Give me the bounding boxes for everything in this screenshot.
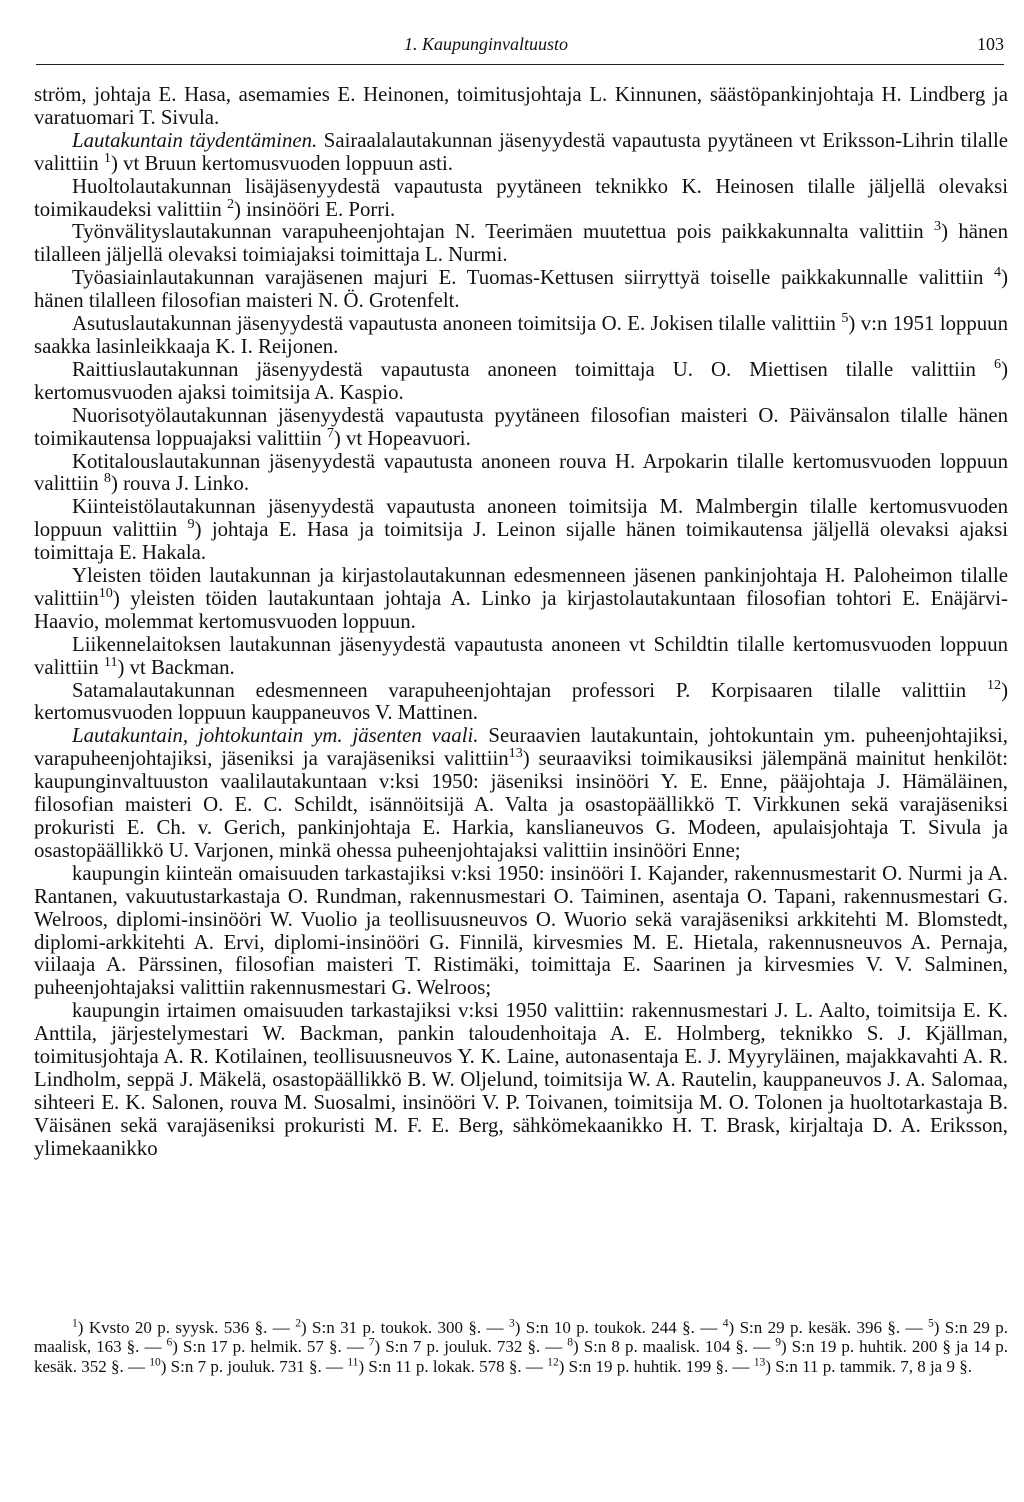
footnote-ref: 7	[326, 424, 334, 441]
footnote-ref: 9	[187, 516, 195, 533]
text-run: ) S:n 11 p. tammik. 7, 8 ja 9 §.	[765, 1356, 972, 1376]
footnote-ref: 11	[347, 1355, 359, 1369]
page-number: 103	[977, 34, 1004, 54]
paragraph	[34, 496, 1008, 565]
text-run: ) hänen tilalleen filosofian maisteri N. Ö. Grotenfelt.	[34, 266, 1008, 313]
text-run: Raittiuslautakunnan jäsenyydestä vapautusta anoneen toimittaja U. O. Miettisen tilalle valittiin	[72, 357, 994, 381]
paragraph	[34, 451, 1008, 497]
text-run: ) S:n 17 p. helmik. 57 §. —	[172, 1337, 369, 1357]
paragraph	[34, 176, 1008, 222]
paragraph	[34, 1000, 1008, 1160]
text-run: Asutuslautakunnan jäsenyydestä vapautusta anoneen toimitsija O. E. Jokisen tilalle valittiin	[72, 312, 842, 336]
footnote-ref: 1	[103, 149, 111, 166]
footnote-ref: 10	[98, 585, 113, 602]
text-run: kaupungin irtaimen omaisuuden tarkastajiksi v:ksi 1950 valittiin: rakennusmestari J. L. Aalto, toimitsija E. K. Anttila, järjestelymestari W. Backman, pankin taloudenhoitaja A. E. Holmberg, teknikko S. J. Kjällman, toimitusjohtaja A. R. Kotilainen, teollisuusneuvos Y. K. Laine, autonasentaja E. J. Myyryläinen, majakkavahti A. R. Lindholm, seppä J. Mäkelä, osastopäällikkö B. W. Oljelund, toimitsija W. A. Rautelin, kauppaneuvos J. A. Salomaa, sihteeri E. K. Salonen, rouva M. Suosalmi, insinööri V. P. Toivanen, toimitsija M. O. Tolonen ja huoltotarkastaja B. Väisänen sekä varajäseniksi prokuristi M. F. E. Berg, sähkömekaanikko H. T. Brask, kirjaltaja D. A. Eriksson, ylimekaanikko	[34, 999, 1008, 1160]
footnote-ref: 8	[103, 470, 111, 487]
text-run: ) kertomusvuoden loppuun kauppaneuvos V. Mattinen.	[34, 678, 1008, 725]
footnote-ref: 13	[753, 1355, 766, 1369]
text-run: ) S:n 31 p. toukok. 300 §. —	[300, 1318, 509, 1337]
text-run: ) S:n 19 p. huhtik. 199 §. —	[558, 1356, 754, 1376]
footnotes	[34, 1318, 1008, 1376]
text-run: Työnvälityslautakunnan varapuheenjohtajan N. Teerimäen muutettua pois paikkakunnalta valittiin	[72, 220, 934, 244]
text-run: ) insinööri E. Porri.	[234, 197, 396, 221]
text-run: ) seuraaviksi toimikausiksi jälempänä mainitut henkilöt: kaupunginvaltuuston vaalilautakuntaan v:ksi 1950: jäseniksi insinööri Y. E. Enne, pääjohtaja J. Hämäläinen, filosofian maisteri O. E. C. Schildt, isännöitsijä A. Valta ja osastopäällikkö T. Virkkunen sekä varajäseniksi prokuristi E. Ch. v. Gerich, pankinjohtaja E. Harkia, kanslianeuvos G. Modeen, apulaisjohtaja T. Sivula ja osastopäällikkö U. Varjonen, minkä ohessa puheenjohtajaksi valittiin insinööri Enne;	[34, 747, 1008, 862]
paragraph	[34, 634, 1008, 680]
section-heading: Lautakuntain täydentäminen.	[72, 128, 318, 152]
text-run: ) johtaja E. Hasa ja toimitsija J. Leinon sijalle hänen toimikautensa jäljellä olevaksi ajaksi toimittaja E. Hakala.	[34, 518, 1009, 565]
text-run: ) S:n 29 p. kesäk. 396 §. —	[728, 1318, 928, 1337]
footnote-ref: 5	[927, 1316, 934, 1330]
footnote-ref: 11	[103, 653, 118, 670]
paragraph	[34, 863, 1008, 1000]
section-heading: Lautakuntain, johtokuntain ym. jäsenten vaali.	[72, 724, 479, 748]
text-run: Sairaalalautakunnan jäsenyydestä vapautusta pyytäneen vt Eriksson-Lihrin tilalle valittiin	[34, 128, 1008, 175]
text-run: Yleisten töiden lautakunnan ja kirjastolautakunnan edesmenneen jäsenen pankinjohtaja H. Paloheimon tilalle valittiin	[34, 564, 1008, 610]
text-run: Huoltolautakunnan lisäjäsenyydestä vapautusta pyytäneen teknikko K. Heinosen tilalle jäljellä olevaksi toimikaudeksi valittiin	[34, 174, 1008, 221]
footnote-ref: 3	[934, 218, 942, 235]
footnote-ref: 6	[994, 355, 1002, 372]
text-run: ) vt Backman.	[117, 655, 235, 679]
text-run: ) S:n 29 p. maalisk, 163 §. —	[34, 1318, 1009, 1357]
footnote-ref: 1	[72, 1316, 78, 1330]
footnote-ref: 2	[295, 1316, 301, 1330]
chapter-title: 1. Kaupunginvaltuusto	[404, 34, 569, 54]
footnote-ref: 6	[166, 1335, 173, 1349]
text-run: ) vt Hopeavuori.	[333, 426, 471, 450]
text-run: kaupungin kiinteän omaisuuden tarkastajiksi v:ksi 1950: insinööri I. Kajander, rakennusmestarit O. Nurmi ja A. Rantanen, vakuutustarkastaja O. Rundman, rakennusmestari O. Taiminen, asentaja O. Tapani, rakennusmestari G. Welroos, diplomi-insinööri W. Vuolio ja teollisuusneuvos O. Wuorio sekä varajäseniksi arkkitehti M. Blomstedt, diplomi-arkkitehti A. Ervi, diplomi-insinööri G. Finnilä, kirvesmies M. E. Hietala, rakennusneuvos A. Pernaja, viilaaja A. Pärssinen, filosofian maisteri T. Ristimäki, toimittaja E. Saarinen ja kirvesmies V. V. Salminen, puheenjohtajaksi valittiin rakennusmestari G. Welroos;	[34, 861, 1008, 1000]
footnote-ref: 8	[567, 1335, 574, 1349]
text-run: Kotitalouslautakunnan jäsenyydestä vapautusta anoneen rouva H. Arpokarin tilalle kertomusvuoden loppuun valittiin	[34, 449, 1008, 496]
text-run: ) S:n 8 p. maalisk. 104 §. —	[573, 1337, 776, 1357]
footnote-area	[34, 1318, 1008, 1376]
paragraph	[34, 130, 1008, 176]
text-run: Seuraavien lautakuntain, johtokuntain ym. puheenjohtajiksi, varapuheenjohtajiksi, jäseniksi ja varajäseniksi valittiin	[34, 724, 1009, 771]
paragraph	[34, 676, 1008, 726]
paragraph	[34, 264, 1008, 313]
text-run: ) S:n 11 p. lokak. 578 §. —	[358, 1356, 548, 1376]
text-run: ) S:n 7 p. jouluk. 731 §. —	[160, 1356, 348, 1376]
paragraph	[34, 405, 1008, 451]
text-run: ) vt Bruun kertomusvuoden loppuun asti.	[110, 151, 453, 175]
footnote-ref: 3	[508, 1316, 515, 1330]
paragraph	[34, 565, 1008, 634]
text-run: ) S:n 19 p. huhtik. 200 § ja 14 p. kesäk. 352 §. —	[34, 1337, 1008, 1376]
paragraph	[34, 355, 1008, 405]
text-run: Nuorisotyölautakunnan jäsenyydestä vapautusta pyytäneen filosofian maisteri O. Päivänsalon tilalle hänen toimikautensa loppuajaksi valittiin	[34, 403, 1008, 450]
paragraph	[34, 310, 1008, 359]
footnote-ref: 7	[368, 1335, 375, 1349]
footnote-ref: 5	[841, 310, 849, 327]
footnote-ref: 13	[508, 745, 523, 762]
paragraph	[34, 218, 1008, 267]
text-run: ) kertomusvuoden ajaksi toimitsija A. Kaspio.	[34, 357, 1008, 404]
text-run: ) S:n 10 p. toukok. 244 §. —	[514, 1318, 723, 1337]
text-run: ) hänen tilalleen jäljellä olevaksi toimiajaksi toimittaja L. Nurmi.	[34, 220, 1008, 267]
text-run: ) S:n 7 p. jouluk. 732 §. —	[374, 1337, 568, 1357]
footnote-ref: 12	[547, 1355, 559, 1369]
text-run: ) yleisten töiden lautakuntaan johtaja A. Linko ja kirjastolautakuntaan filosofian tohtori E. Enäjärvi-Haavio, molemmat kertomusvuoden loppuun.	[34, 586, 1008, 633]
text-run: ) rouva J. Linko.	[110, 472, 250, 496]
body-text	[34, 84, 1008, 1161]
footnote-ref: 4	[722, 1316, 729, 1330]
footnote-ref: 2	[226, 195, 234, 212]
running-header	[36, 32, 1006, 62]
text-run: ström, johtaja E. Hasa, asemamies E. Heinonen, toimitusjohtaja L. Kinnunen, säästöpankinjohtaja H. Lindberg ja varatuomari T. Sivula.	[34, 83, 1008, 129]
paragraph	[34, 84, 1008, 130]
text-run: Kiinteistölautakunnan jäsenyydestä vapautusta anoneen toimitsija M. Malmbergin tilalle kertomusvuoden loppuun valittiin	[34, 495, 1008, 542]
text-run: Satamalautakunnan edesmenneen varapuheenjohtajan professori P. Korpisaaren tilalle valittiin	[72, 678, 987, 702]
footnote-ref: 4	[994, 264, 1002, 281]
footnote-ref: 10	[149, 1355, 161, 1369]
footnote-ref: 12	[986, 676, 1002, 693]
text-run: ) Kvsto 20 p. syysk. 536 §. —	[77, 1318, 296, 1337]
header-rule	[36, 64, 1004, 65]
text-run: ) v:n 1951 loppuun saakka lasinleikkaaja K. I. Reijonen.	[34, 312, 1008, 358]
text-run: Työasiainlautakunnan varajäsenen majuri E. Tuomas-Kettusen siirryttyä toiselle paikkakunnalle valittiin	[72, 266, 994, 290]
text-run: Liikennelaitoksen lautakunnan jäsenyydestä vapautusta anoneen vt Schildtin tilalle kertomusvuoden loppuun valittiin	[34, 632, 1008, 679]
footnote-ref: 9	[775, 1335, 781, 1349]
paragraph	[34, 725, 1008, 862]
